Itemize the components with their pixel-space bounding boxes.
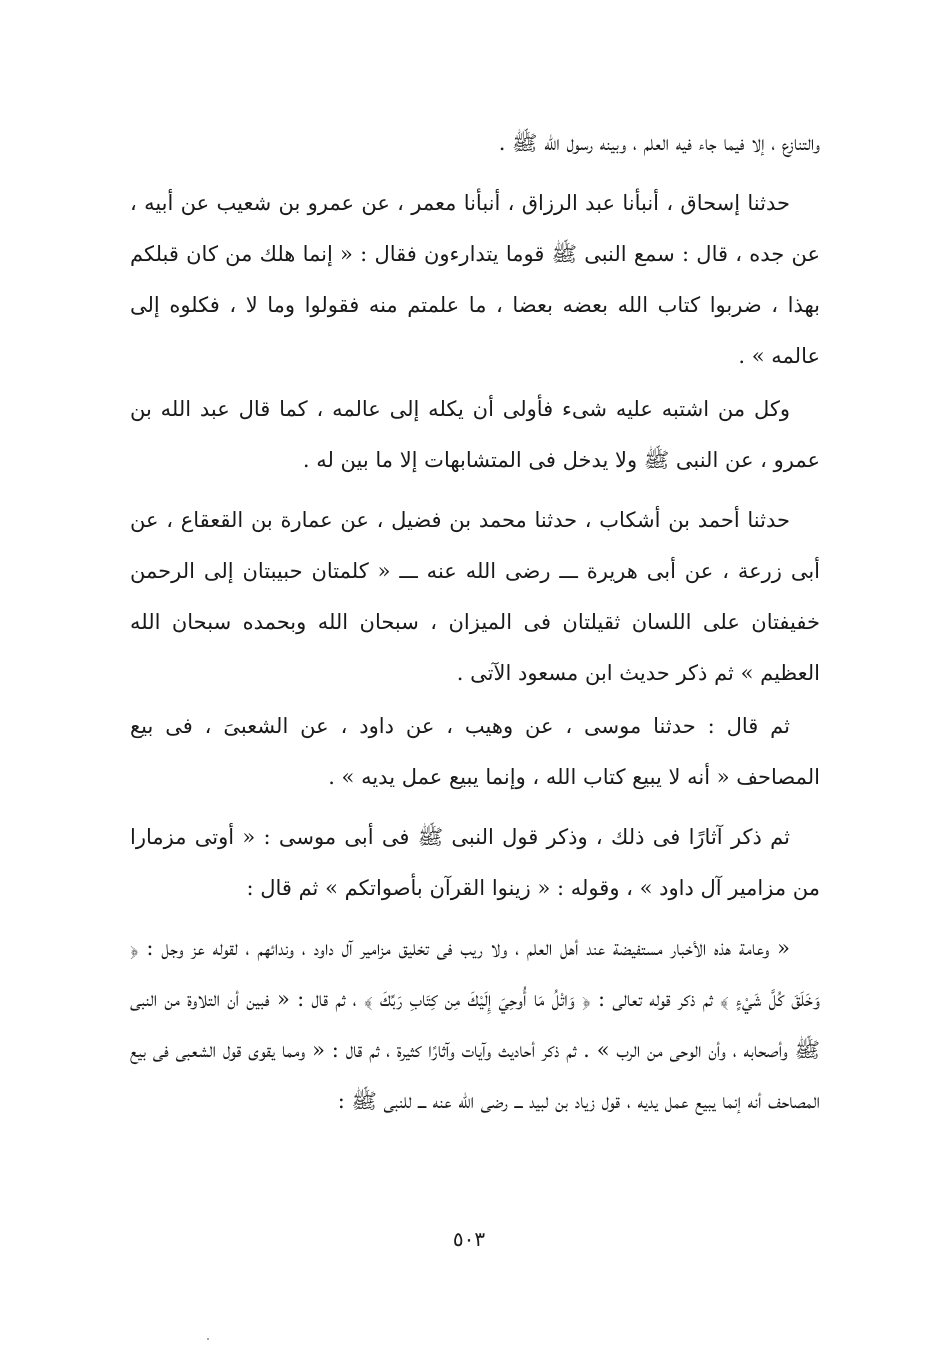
paragraph-3 (130, 384, 820, 486)
paragraph-text: وكل من اشتبه عليه شىء فأولى أن يكله إلى عالمه ، كما قال عبد الله بن عمرو ، عن النبى ﷺ ولا يدخل فى المتشابهات إلا ما بين له . (130, 397, 820, 472)
scan-speck (207, 1338, 209, 1340)
paragraph-text: والتنازع ، إلا فيما جاء فيه العلم ، وبينه رسول الله ﷺ . (498, 131, 820, 155)
paragraph-text: « وعامة هذه الأخبار مستفيضة عند أهل العلم ، ولا ريب فى تخليق مزامير آل داود ، وندائهم ، لقوله عز وجل : ﴿ وَخَلَقَ كُلَّ شَيْءٍ ﴾ ثم ذكر قوله تعالى : ﴿ وَاتْلُ مَا أُوحِيَ إِلَيْكَ مِن كِتَابِ رَبِّكَ ﴾ ، ثم قال : « فبين أن التلاوة من النبى ﷺ وأصحابه ، وأن الوحى من الرب » . ثم ذكر أحاديث وآيات وآثارًا كثيرة ، ثم قال : « ومما يقوى قول الشعبى فى بيع المصاحف أنه إنما يبيع عمل يديه ، قول زياد بن لبيد ـــ رضى الله عنه ـــ للنبى ﷺ : (130, 936, 820, 1113)
paragraph-5 (130, 701, 820, 803)
paragraph-text: ثم ذكر آثارًا فى ذلك ، وذكر قول النبى ﷺ فى أبى موسى : « أوتى مزمارا من مزامير آل داود » ، وقوله : « زينوا القرآن بأصواتكم » ثم قال : (130, 825, 820, 900)
paragraph-7 (130, 923, 820, 1127)
paragraph-text: حدثنا أحمد بن أشكاب ، حدثنا محمد بن فضيل ، عن عمارة بن القعقاع ، عن أبى زرعة ، عن أبى هريرة ـــ رضى الله عنه ـــ « كلمتان حبيبتان إلى الرحمن خفيفتان على اللسان ثقيلتان فى الميزان ، سبحان الله وبحمده سبحان الله العظيم » ثم ذكر حديث ابن مسعود الآتى . (130, 508, 821, 685)
paragraph-text: ثم قال : حدثنا موسى ، عن وهيب ، عن داود ، عن الشعبىَ ، فى بيع المصاحف « أنه لا يبيع كتاب الله ، وإنما يبيع عمل يديه » . (130, 714, 820, 789)
paragraph-2 (130, 178, 820, 382)
paragraph-text: حدثنا إسحاق ، أنبأنا عبد الرزاق ، أنبأنا معمر ، عن عمرو بن شعيب عن أبيه ، عن جده ، قال : سمع النبى ﷺ قوما يتدارءون فقال : « إنما هلك من كان قبلكم بهذا ، ضربوا كتاب الله بعضه بعضا ، ما علمتم منه فقولوا وما لا ، فكلوه إلى عالمه » . (130, 191, 820, 368)
paragraph-4 (130, 495, 820, 699)
page-number: ٥٠٣ (452, 1227, 486, 1251)
paragraph-1 (130, 118, 820, 169)
paragraph-6 (130, 812, 820, 914)
